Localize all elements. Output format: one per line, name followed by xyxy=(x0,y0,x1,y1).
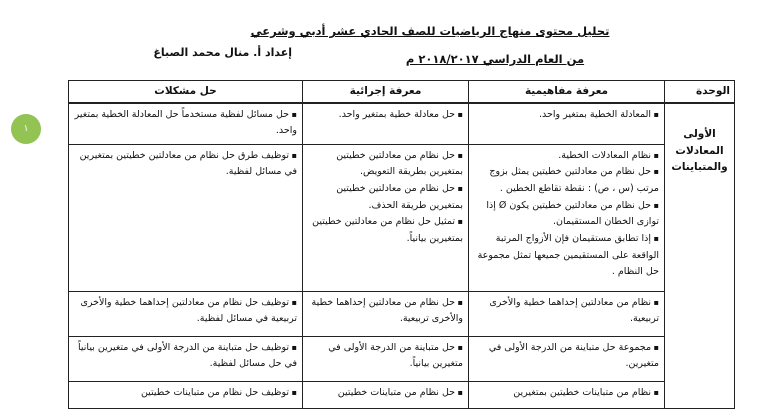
table-row xyxy=(69,291,735,336)
procedural-cell xyxy=(303,144,469,291)
list-item: ▪ توظيف حل نظام من متباينات خطيتين xyxy=(74,385,297,402)
procedural-cell xyxy=(303,381,469,408)
list-item: ▪ توظيف حل نظام من معادلتين إحداهما خطية والأخرى تربيعية في مسائل لفظية. xyxy=(74,295,297,328)
list-item: ▪ حل نظام من معادلتين إحداهما خطية والأخرى تربيعية. xyxy=(308,295,463,328)
content-analysis-table xyxy=(68,80,735,409)
procedural-cell xyxy=(303,103,469,145)
conceptual-cell xyxy=(469,336,665,381)
table-row xyxy=(69,336,735,381)
list-item: ▪ حل متباينة من الدرجة الأولى في متغيرين بيانياً. xyxy=(308,340,463,373)
table-row xyxy=(69,103,735,145)
conceptual-cell xyxy=(469,291,665,336)
list-item: ▪ مجموعة حل متباينة من الدرجة الأولى في متغيرين. xyxy=(474,340,659,373)
list-item: ▪ حل نظام من معادلتين خطيتين بمتغيرين بطريقة التعويض. xyxy=(308,148,463,181)
list-item: ▪ نظام من معادلتين إحداهما خطية والأخرى تربيعية. xyxy=(474,295,659,328)
problem-solving-cell xyxy=(69,291,303,336)
list-item: ▪ تمثيل حل نظام من معادلتين خطيتين بمتغيرين بيانياً. xyxy=(308,214,463,247)
table-row xyxy=(69,381,735,408)
list-item: ▪ حل نظام من متباينات خطيتين xyxy=(308,385,463,402)
list-item: ▪ المعادلة الخطية بمتغير واحد. xyxy=(474,107,659,124)
table-row xyxy=(69,144,735,291)
list-item: ▪ إذا تطابق مستقيمان فإن الأزواج المرتبة الواقعة على المستقيمين جميعها تمثل مجموعة حل النظام . xyxy=(474,231,659,281)
author-line: إعداد أ. منال محمد الصباغ xyxy=(153,46,292,59)
problem-solving-cell xyxy=(69,103,303,145)
list-item: ▪ حل نظام من معادلتين خطيتين يكون Ø إذا توازى الخطان المستقيمان. xyxy=(474,198,659,231)
list-item: ▪ حل نظام من معادلتين خطيتين يمثل بزوج مرتب (س ، ص) : نقطة تقاطع الخطين . xyxy=(474,164,659,197)
column-header-problem-solving: حل مشكلات xyxy=(69,81,303,103)
conceptual-cell xyxy=(469,144,665,291)
procedural-cell xyxy=(303,291,469,336)
problem-solving-cell xyxy=(69,144,303,291)
problem-solving-cell xyxy=(69,381,303,408)
procedural-cell xyxy=(303,336,469,381)
table-header-row xyxy=(69,81,735,103)
conceptual-cell xyxy=(469,103,665,145)
column-header-conceptual: معرفة مفاهيمية xyxy=(469,81,665,103)
column-header-procedural: معرفة إجرائية xyxy=(303,81,469,103)
unit-cell: الأولى المعادلات والمتباينات xyxy=(665,103,735,409)
list-item: ▪ حل مسائل لفظية مستخدماً حل المعادلة الخطية بمتغير واحد. xyxy=(74,107,297,140)
list-item: ▪ توظيف حل متباينة من الدرجة الأولى في متغيرين بيانياً في حل مسائل لفظية. xyxy=(74,340,297,373)
document-title: تحليل محتوى منهاج الرياضيات للصف الحادي عشر أدبي وشرعي xyxy=(250,24,610,38)
list-item: ▪ توظيف طرق حل نظام من معادلتين خطيتين بمتغيرين في مسائل لفظية. xyxy=(74,148,297,181)
problem-solving-cell xyxy=(69,336,303,381)
academic-year: من العام الدراسي ٢٠١٨/٢٠١٧ م xyxy=(405,52,585,66)
page-number-badge: ١ xyxy=(11,114,41,144)
list-item: ▪ حل نظام من معادلتين خطيتين بمتغيرين طريقة الحذف. xyxy=(308,181,463,214)
list-item: ▪ حل معادلة خطية بمتغير واحد. xyxy=(308,107,463,124)
list-item: ▪ نظام المعادلات الخطية. xyxy=(474,148,659,165)
list-item: ▪ نظام من متباينات خطيتين بمتغيرين xyxy=(474,385,659,402)
conceptual-cell xyxy=(469,381,665,408)
column-header-unit: الوحدة xyxy=(665,81,735,103)
